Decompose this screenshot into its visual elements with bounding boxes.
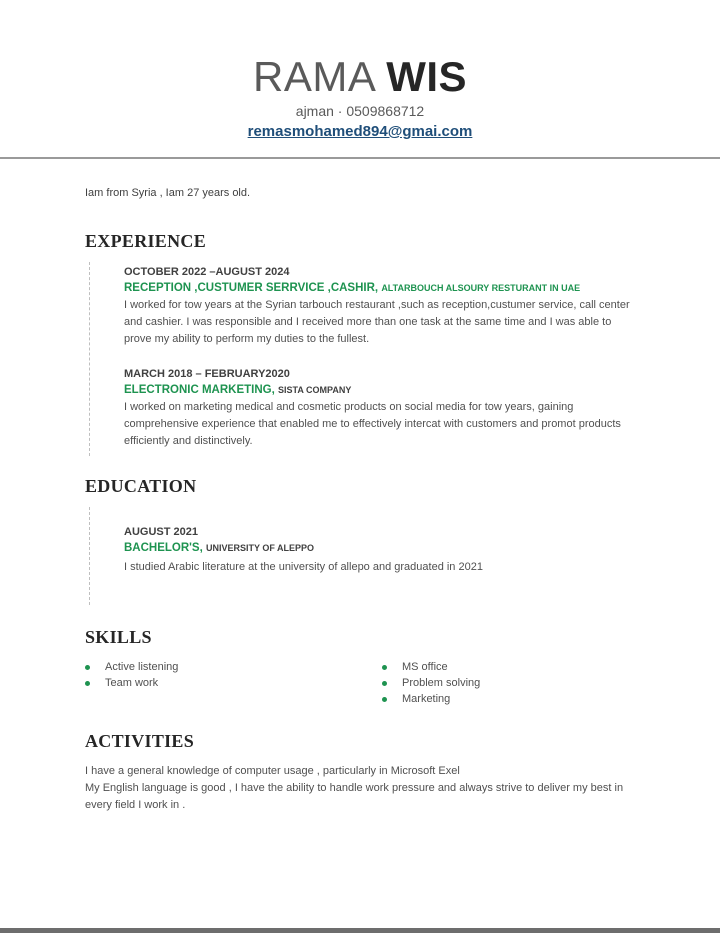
experience-entry <box>124 264 634 348</box>
entry-date: OCTOBER 2022 –AUGUST 2024 <box>124 266 290 278</box>
page-bottom-edge <box>0 928 720 933</box>
first-name: RAMA <box>252 53 375 100</box>
skills-list-right <box>382 659 480 707</box>
skill-label: Active listening <box>105 661 179 673</box>
education-rule <box>89 507 90 605</box>
organization: ALTARBOUCH ALSOURY RESTURANT IN UAE <box>381 283 581 293</box>
email-link[interactable]: remasmohamed894@gmai.com <box>247 123 473 140</box>
degree-title: BACHELOR'S, <box>124 542 203 554</box>
last-name: WIS <box>386 53 468 100</box>
intro-text: Iam from Syria , Iam 27 years old. <box>85 187 251 199</box>
institution: UNIVERSITY OF ALEPPO <box>205 543 314 553</box>
experience-entry <box>124 366 634 450</box>
skill-item <box>85 675 178 691</box>
skill-label: Marketing <box>402 693 451 705</box>
skills-heading: SKILLS <box>85 627 152 647</box>
bullet-icon <box>85 681 90 686</box>
candidate-name <box>0 52 720 102</box>
bullet-icon <box>382 697 387 702</box>
skill-label: Team work <box>105 677 159 689</box>
entry-description: I studied Arabic literature at the university of allepo and graduated in 2021 <box>124 561 483 573</box>
entry-date: MARCH 2018 – FEBRUARY2020 <box>124 368 290 380</box>
email-container <box>0 123 720 140</box>
activities-line: I have a general knowledge of computer usage , particularly in Microsoft Exel <box>85 765 460 777</box>
entry-role <box>124 382 634 399</box>
entry-date: AUGUST 2021 <box>124 526 198 538</box>
skill-item <box>382 659 480 675</box>
bullet-icon <box>382 665 387 670</box>
skills-list-left <box>85 659 178 691</box>
role-title: RECEPTION ,CUSTUMER SERRVICE ,CASHIR, <box>124 282 379 294</box>
bullet-icon <box>382 681 387 686</box>
entry-role <box>124 540 634 557</box>
activities-text <box>85 763 645 814</box>
skill-item <box>382 691 480 707</box>
experience-heading: EXPERIENCE <box>85 231 207 251</box>
bullet-icon <box>85 665 90 670</box>
education-entry <box>124 524 634 576</box>
organization: SISTA COMPANY <box>277 385 352 395</box>
entry-description: I worked for tow years at the Syrian tarbouch restaurant ,such as reception,custumer service, call center and cashier. I was responsible and I received more than one task at the same time and I was able to prove my ability to perform my duties to the fullest. <box>124 299 630 345</box>
skill-label: MS office <box>402 661 448 673</box>
contact-line: ajman · 0509868712 <box>295 103 425 119</box>
experience-rule <box>89 262 90 456</box>
education-heading: EDUCATION <box>85 476 197 496</box>
entry-description: I worked on marketing medical and cosmetic products on social media for tow years, gaining comprehensive experience that enabled me to effectively intercat with customers and promot products efficiently and distinctively. <box>124 401 621 447</box>
skill-label: Problem solving <box>402 677 481 689</box>
header-divider <box>0 157 720 159</box>
activities-line: My English language is good , I have the ability to handle work pressure and always strive to deliver my best in every field I work in . <box>85 782 624 811</box>
skill-item <box>382 675 480 691</box>
entry-role <box>124 280 634 297</box>
skill-item <box>85 659 178 675</box>
activities-heading: ACTIVITIES <box>85 731 195 751</box>
role-title: ELECTRONIC MARKETING, <box>124 384 275 396</box>
